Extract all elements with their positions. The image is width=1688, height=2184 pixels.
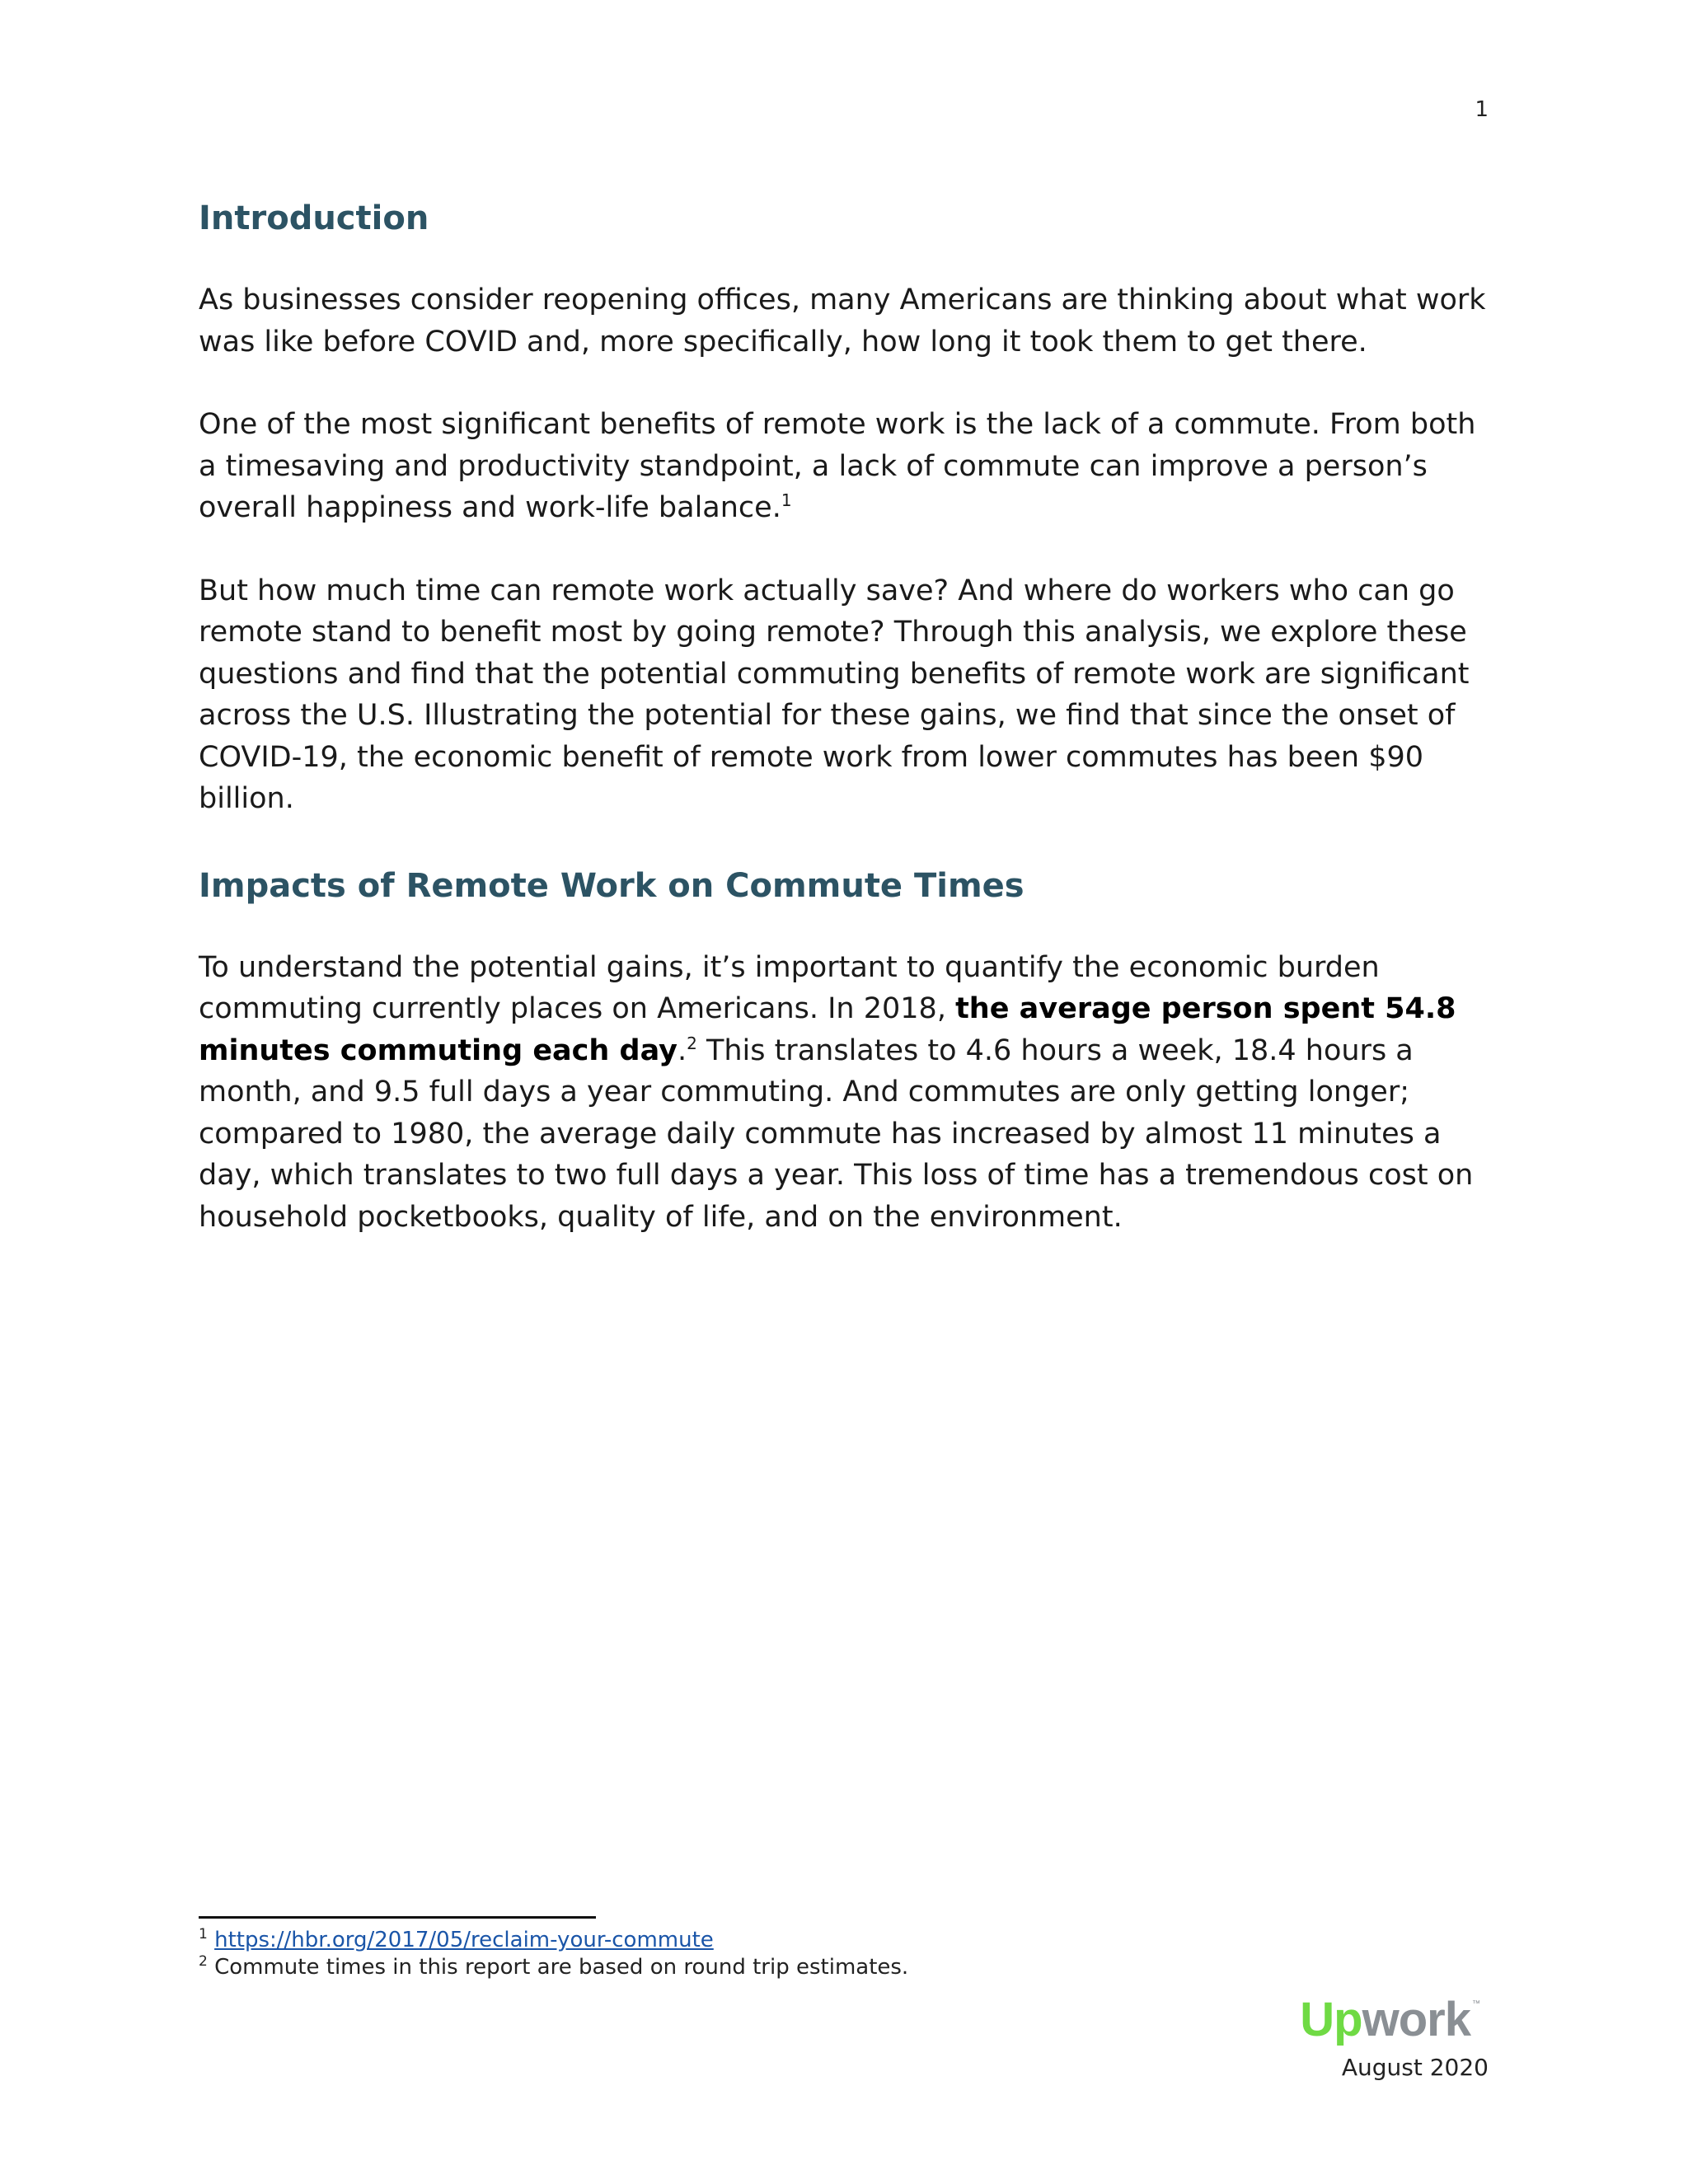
upwork-logo-work: work bbox=[1362, 1993, 1470, 2046]
impacts-bold-stat: the average person spent 54.8 minutes commuting each day bbox=[199, 992, 1456, 1067]
footnote-2-marker: 2 bbox=[199, 1953, 208, 1971]
intro-paragraph-2-text: One of the most significant benefits of remote work is the lack of a commute. From both a timesaving and productivity standpoint, a lack of commute can improve a person’s overall happiness and work-life balance. bbox=[199, 408, 1476, 524]
impacts-paragraph-1 bbox=[199, 947, 1501, 1239]
intro-paragraph-3: But how much time can remote work actually save? And where do workers who can go remote stand to benefit most by going remote? Through this analysis, we explore these questions and find that the potential commuting benefits of remote work are significant across the U.S. Illustrating the potential for these gains, we find that since the onset of COVID-19, the economic benefit of remote work from lower commutes has been $90 billion. bbox=[199, 574, 1470, 815]
impacts-period: . bbox=[677, 1033, 687, 1067]
page-number: 1 bbox=[1475, 97, 1489, 122]
intro-heading: Introduction bbox=[199, 199, 429, 237]
upwork-logo-wordmark bbox=[1300, 1993, 1470, 2046]
intro-paragraph-2 bbox=[199, 404, 1501, 529]
footnote-1-marker: 1 bbox=[199, 1926, 208, 1943]
footnote-2 bbox=[199, 1954, 908, 1981]
upwork-logo-tm: ™ bbox=[1472, 1999, 1480, 2008]
impacts-text-end: This translates to 4.6 hours a week, 18.4 hours a month, and 9.5 full days a year commuting. And commutes are only getting longer; compared to 1980, the average daily commute has increased by almost 11 minutes a day, which translates to two full days a year. This loss of time has a tremendous cost on household pocketbooks, quality of life, and on the environment. bbox=[199, 1033, 1474, 1234]
impacts-heading: Impacts of Remote Work on Commute Times bbox=[199, 866, 1025, 905]
main-content bbox=[199, 194, 1501, 1238]
intro-paragraph-1: As businesses consider reopening offices, many Americans are thinking about what work was like before COVID and, more specifically, how long it took them to get there. bbox=[199, 284, 1486, 359]
footnote-ref-1[interactable]: 1 bbox=[781, 490, 792, 511]
footnote-ref-2[interactable]: 2 bbox=[687, 1033, 697, 1053]
footnotes bbox=[199, 1927, 908, 1981]
upwork-logo-up: Up bbox=[1300, 1993, 1362, 2046]
footnote-2-text: Commute times in this report are based on round trip estimates. bbox=[214, 1955, 909, 1980]
footnote-divider bbox=[199, 1916, 596, 1919]
footnote-1 bbox=[199, 1927, 908, 1954]
impacts-text-start: To understand the potential gains, it’s important to quantify the economic burden commuting currently places on Americans. In 2018, bbox=[199, 950, 1380, 1025]
footnote-1-link[interactable]: https://hbr.org/2017/05/reclaim-your-commute bbox=[214, 1928, 714, 1952]
report-date: August 2020 bbox=[1341, 2054, 1489, 2081]
upwork-logo bbox=[1300, 1993, 1480, 2046]
